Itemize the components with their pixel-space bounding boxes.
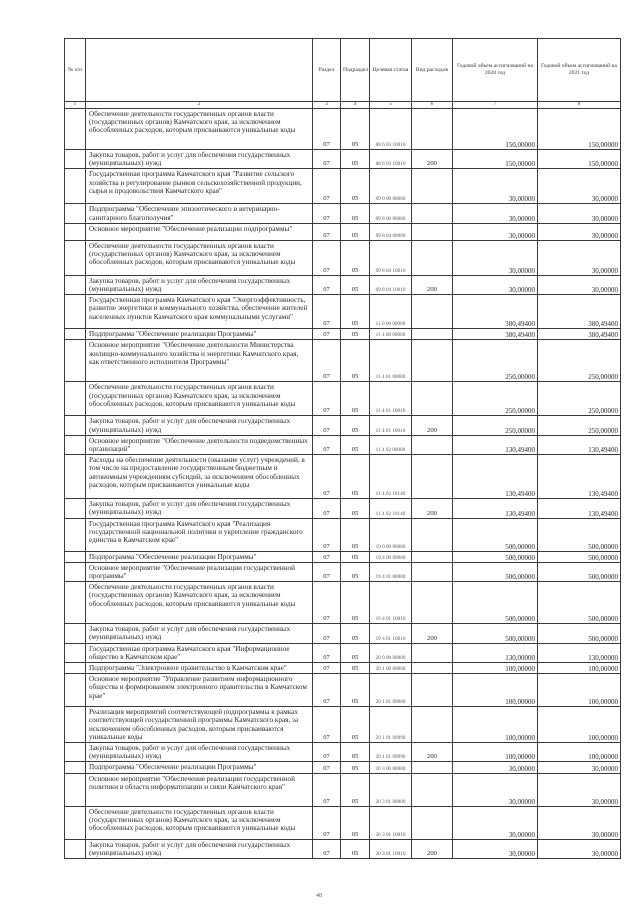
row-expense-type-cell — [412, 773, 453, 806]
row-name-cell: Государственная программа Камчатского края "Энергоэффективность, развитие энергетики и коммунального хозяйства, обеспечение жителей населенных пунктов Камчатского края коммунальными услугами" — [86, 295, 313, 329]
col-number: 8 — [538, 102, 621, 109]
row-podrazdel-cell: 05 — [341, 773, 370, 806]
row-name-cell: Закупка товаров, работ и услуг для обеспечения государственных (муниципальных) нужд — [86, 839, 313, 858]
table-row — [65, 643, 621, 662]
row-podrazdel-cell: 05 — [341, 329, 370, 340]
row-number-cell — [65, 499, 86, 518]
table-row — [65, 150, 621, 169]
row-amount-2020-cell: 30,00000 — [453, 806, 538, 839]
row-amount-2020-cell: 500,00000 — [453, 562, 538, 581]
row-number-cell — [65, 773, 86, 806]
row-name-cell: Закупка товаров, работ и услуг для обеспечения государственных (муниципальных) нужд — [86, 275, 313, 294]
row-target-article-cell: 20 3 01 10010 — [370, 839, 412, 858]
row-amount-2020-cell: 250,00000 — [453, 416, 538, 435]
row-number-cell — [65, 223, 86, 240]
row-amount-2021-cell: 380,49400 — [538, 329, 621, 340]
row-name-cell: Основное мероприятие "Обеспечение деятельности подведомственных организаций" — [86, 435, 313, 454]
row-target-article-cell: 11 4 01 10010 — [370, 382, 412, 416]
table-row — [65, 624, 621, 643]
row-razdel-cell: 07 — [313, 773, 341, 806]
row-amount-2021-cell: 500,00000 — [538, 582, 621, 624]
row-amount-2020-cell: 100,00000 — [453, 663, 538, 674]
row-name-cell: Закупка товаров, работ и услуг для обеспечения государственных (муниципальных) нужд — [86, 150, 313, 169]
row-razdel-cell: 07 — [313, 562, 341, 581]
row-amount-2020-cell: 380,49400 — [453, 295, 538, 329]
row-number-cell — [65, 674, 86, 707]
row-amount-2021-cell: 250,00000 — [538, 416, 621, 435]
row-expense-type-cell — [412, 109, 453, 150]
row-razdel-cell: 07 — [313, 416, 341, 435]
row-razdel-cell: 07 — [313, 340, 341, 382]
row-amount-2020-cell: 100,00000 — [453, 707, 538, 743]
header-num: № п/п — [65, 39, 86, 102]
row-amount-2020-cell: 30,00000 — [453, 240, 538, 275]
row-name-cell: Подпрограмма "Электронное правительство в Камчатском крае" — [86, 663, 313, 674]
row-podrazdel-cell: 05 — [341, 499, 370, 518]
row-target-article-cell: 11 4 00 00000 — [370, 329, 412, 340]
table-row — [65, 329, 621, 340]
row-expense-type-cell — [412, 340, 453, 382]
row-amount-2021-cell: 30,00000 — [538, 223, 621, 240]
row-name-cell: Государственная программа Камчатского края "Реализация государственной национальной политики и укрепление гражданского единства в Камчатском крае" — [86, 518, 313, 551]
row-number-cell — [65, 204, 86, 223]
row-name-cell: Подпрограмма "Обеспечение реализации Программы" — [86, 329, 313, 340]
row-target-article-cell: 09 8 04 00000 — [370, 223, 412, 240]
row-amount-2020-cell: 100,00000 — [453, 743, 538, 762]
row-amount-2020-cell: 500,00000 — [453, 624, 538, 643]
row-razdel-cell: 07 — [313, 275, 341, 294]
row-amount-2021-cell: 380,49400 — [538, 295, 621, 329]
row-podrazdel-cell: 05 — [341, 643, 370, 662]
row-podrazdel-cell: 05 — [341, 674, 370, 707]
row-expense-type-cell — [412, 169, 453, 204]
row-number-cell — [65, 707, 86, 743]
row-razdel-cell: 07 — [313, 806, 341, 839]
row-target-article-cell: 19 4 00 00000 — [370, 551, 412, 562]
budget-document — [64, 38, 620, 859]
row-amount-2021-cell: 130,49400 — [538, 455, 621, 499]
row-target-article-cell: 19 4 01 10010 — [370, 582, 412, 624]
row-podrazdel-cell: 05 — [341, 582, 370, 624]
table-header-row — [65, 39, 621, 102]
row-razdel-cell: 07 — [313, 204, 341, 223]
row-podrazdel-cell: 05 — [341, 382, 370, 416]
row-podrazdel-cell: 05 — [341, 240, 370, 275]
col-number: 1 — [65, 102, 86, 109]
row-target-article-cell: 20 0 00 00000 — [370, 643, 412, 662]
row-podrazdel-cell: 05 — [341, 275, 370, 294]
row-razdel-cell: 07 — [313, 743, 341, 762]
row-amount-2020-cell: 30,00000 — [453, 169, 538, 204]
row-podrazdel-cell: 05 — [341, 416, 370, 435]
row-amount-2021-cell: 500,00000 — [538, 518, 621, 551]
row-razdel-cell: 07 — [313, 435, 341, 454]
row-target-article-cell: 09 8 04 10010 — [370, 275, 412, 294]
row-razdel-cell: 07 — [313, 551, 341, 562]
row-podrazdel-cell: 05 — [341, 663, 370, 674]
table-row — [65, 707, 621, 743]
row-amount-2020-cell: 500,00000 — [453, 551, 538, 562]
row-name-cell: Государственная программа Камчатского края "Информационное общество в Камчатском крае" — [86, 643, 313, 662]
row-expense-type-cell — [412, 762, 453, 773]
row-number-cell — [65, 455, 86, 499]
table-row — [65, 551, 621, 562]
col-number: 4 — [341, 102, 370, 109]
table-row — [65, 169, 621, 204]
row-razdel-cell: 07 — [313, 762, 341, 773]
row-name-cell: Обеспечение деятельности государственных органов власти (государственных органов) Камчатского края, за исключением обособленных расходов, которым присваиваются уникальные коды — [86, 806, 313, 839]
row-expense-type-cell — [412, 562, 453, 581]
row-amount-2021-cell: 500,00000 — [538, 624, 621, 643]
row-amount-2020-cell: 130,49400 — [453, 499, 538, 518]
row-target-article-cell: 20 1 01 09990 — [370, 707, 412, 743]
row-razdel-cell: 07 — [313, 839, 341, 858]
table-row — [65, 743, 621, 762]
page-number: 48 — [316, 893, 322, 899]
row-expense-type-cell: 200 — [412, 743, 453, 762]
header-razdel: Раздел — [313, 39, 341, 102]
row-target-article-cell: 09 8 04 10010 — [370, 240, 412, 275]
row-amount-2021-cell: 30,00000 — [538, 806, 621, 839]
row-target-article-cell: 20 1 00 00000 — [370, 663, 412, 674]
row-expense-type-cell: 200 — [412, 275, 453, 294]
row-expense-type-cell: 200 — [412, 416, 453, 435]
budget-table — [64, 38, 621, 859]
row-podrazdel-cell: 05 — [341, 150, 370, 169]
table-row — [65, 109, 621, 150]
table-row — [65, 275, 621, 294]
row-podrazdel-cell: 05 — [341, 295, 370, 329]
column-number-row — [65, 102, 621, 109]
row-amount-2021-cell: 30,00000 — [538, 240, 621, 275]
row-razdel-cell: 07 — [313, 329, 341, 340]
row-name-cell: Основное мероприятие "Обеспечение реализации государственной программы" — [86, 562, 313, 581]
col-number: 3 — [313, 102, 341, 109]
row-amount-2021-cell: 30,00000 — [538, 773, 621, 806]
table-row — [65, 839, 621, 858]
row-amount-2021-cell: 130,00000 — [538, 643, 621, 662]
row-target-article-cell: 09 0 00 00000 — [370, 169, 412, 204]
row-razdel-cell: 07 — [313, 674, 341, 707]
row-amount-2021-cell: 30,00000 — [538, 839, 621, 858]
col-number: 6 — [412, 102, 453, 109]
row-number-cell — [65, 643, 86, 662]
row-number-cell — [65, 295, 86, 329]
row-target-article-cell: 09 8 00 00000 — [370, 204, 412, 223]
row-amount-2020-cell: 250,00000 — [453, 382, 538, 416]
row-target-article-cell: 20 3 00 00000 — [370, 762, 412, 773]
row-number-cell — [65, 582, 86, 624]
row-name-cell: Основное мероприятие "Обеспечение реализации подпрограммы" — [86, 223, 313, 240]
row-amount-2021-cell: 150,00000 — [538, 150, 621, 169]
row-expense-type-cell — [412, 663, 453, 674]
row-podrazdel-cell: 05 — [341, 551, 370, 562]
row-podrazdel-cell: 05 — [341, 743, 370, 762]
row-amount-2021-cell: 100,00000 — [538, 707, 621, 743]
row-expense-type-cell — [412, 551, 453, 562]
row-razdel-cell: 07 — [313, 624, 341, 643]
row-amount-2021-cell: 30,00000 — [538, 169, 621, 204]
row-podrazdel-cell: 05 — [341, 204, 370, 223]
header-podrazdel: Подраздел — [341, 39, 370, 102]
header-amount-2020: Годовой объем ассигнований на 2020 год — [453, 39, 538, 102]
row-razdel-cell: 07 — [313, 169, 341, 204]
row-razdel-cell: 07 — [313, 109, 341, 150]
table-row — [65, 582, 621, 624]
row-number-cell — [65, 340, 86, 382]
row-amount-2020-cell: 30,00000 — [453, 204, 538, 223]
row-razdel-cell: 07 — [313, 499, 341, 518]
row-number-cell — [65, 762, 86, 773]
row-number-cell — [65, 839, 86, 858]
row-name-cell: Обеспечение деятельности государственных органов власти (государственных органов) Камчатского края, за исключением обособленных расходов, которым присваиваются уникальные коды — [86, 582, 313, 624]
row-podrazdel-cell: 05 — [341, 169, 370, 204]
row-razdel-cell: 07 — [313, 663, 341, 674]
row-expense-type-cell: 200 — [412, 624, 453, 643]
row-name-cell: Основное мероприятие "Управление развитием информационного общества и формированием электронного правительства в Камчатском крае" — [86, 674, 313, 707]
table-row — [65, 435, 621, 454]
row-podrazdel-cell: 05 — [341, 762, 370, 773]
row-amount-2020-cell: 30,00000 — [453, 839, 538, 858]
row-amount-2020-cell: 130,49400 — [453, 455, 538, 499]
row-podrazdel-cell: 05 — [341, 455, 370, 499]
row-amount-2020-cell: 30,00000 — [453, 762, 538, 773]
row-expense-type-cell — [412, 223, 453, 240]
row-expense-type-cell — [412, 674, 453, 707]
row-podrazdel-cell: 05 — [341, 435, 370, 454]
row-amount-2021-cell: 100,00000 — [538, 674, 621, 707]
row-amount-2021-cell: 100,00000 — [538, 663, 621, 674]
row-expense-type-cell — [412, 329, 453, 340]
table-row — [65, 518, 621, 551]
row-razdel-cell: 07 — [313, 295, 341, 329]
row-expense-type-cell — [412, 295, 453, 329]
table-row — [65, 806, 621, 839]
row-number-cell — [65, 806, 86, 839]
row-expense-type-cell — [412, 806, 453, 839]
row-target-article-cell: 20 1 01 00000 — [370, 674, 412, 707]
row-podrazdel-cell: 05 — [341, 223, 370, 240]
row-expense-type-cell — [412, 582, 453, 624]
row-podrazdel-cell: 05 — [341, 109, 370, 150]
row-expense-type-cell — [412, 204, 453, 223]
row-target-article-cell: 20 1 01 09990 — [370, 743, 412, 762]
col-number: 2 — [86, 102, 313, 109]
row-razdel-cell: 07 — [313, 707, 341, 743]
row-expense-type-cell — [412, 643, 453, 662]
row-name-cell: Подпрограмма "Обеспечение эпизоотического и ветеринарно-санитарного благополучия" — [86, 204, 313, 223]
row-target-article-cell: 20 3 01 00000 — [370, 773, 412, 806]
row-name-cell: Подпрограмма "Обеспечение реализации Программы" — [86, 551, 313, 562]
row-amount-2021-cell: 130,49400 — [538, 435, 621, 454]
row-podrazdel-cell: 05 — [341, 806, 370, 839]
row-target-article-cell: 11 4 02 00000 — [370, 435, 412, 454]
row-amount-2021-cell: 150,00000 — [538, 109, 621, 150]
row-expense-type-cell — [412, 707, 453, 743]
row-number-cell — [65, 562, 86, 581]
row-amount-2021-cell: 30,00000 — [538, 762, 621, 773]
table-row — [65, 562, 621, 581]
row-expense-type-cell: 200 — [412, 839, 453, 858]
row-razdel-cell: 07 — [313, 223, 341, 240]
row-amount-2020-cell: 130,00000 — [453, 643, 538, 662]
row-name-cell: Обеспечение деятельности государственных органов власти (государственных органов) Камчатского края, за исключением обособленных расходов, которым присваиваются уникальные коды — [86, 382, 313, 416]
row-amount-2021-cell: 100,00000 — [538, 743, 621, 762]
row-name-cell: Закупка товаров, работ и услуг для обеспечения государственных (муниципальных) нужд — [86, 624, 313, 643]
row-number-cell — [65, 275, 86, 294]
col-number: 5 — [370, 102, 412, 109]
row-expense-type-cell — [412, 455, 453, 499]
row-number-cell — [65, 518, 86, 551]
row-number-cell — [65, 663, 86, 674]
row-expense-type-cell: 200 — [412, 150, 453, 169]
row-amount-2020-cell: 100,00000 — [453, 674, 538, 707]
row-amount-2021-cell: 500,00000 — [538, 562, 621, 581]
row-podrazdel-cell: 05 — [341, 839, 370, 858]
row-amount-2021-cell: 250,00000 — [538, 340, 621, 382]
table-row — [65, 340, 621, 382]
row-name-cell: Реализация мероприятий соответствующей подпрограммы в рамках соответствующей государственной программы Камчатского края, за исключением обособленных расходов, которым присваиваются уникальные коды — [86, 707, 313, 743]
row-name-cell: Основное мероприятие "Обеспечение деятельности Министерства жилищно-коммунального хозяйства и энергетики Камчатского края, как ответственного исполнителя Программы" — [86, 340, 313, 382]
row-amount-2020-cell: 150,00000 — [453, 109, 538, 150]
table-row — [65, 499, 621, 518]
row-name-cell: Государственная программа Камчатского края "Развитие сельского хозяйства и регулирование рынков сельскохозяйственной продукции, сырья и продовольствия Камчатского края" — [86, 169, 313, 204]
table-row — [65, 240, 621, 275]
col-number: 7 — [453, 102, 538, 109]
row-expense-type-cell — [412, 435, 453, 454]
row-target-article-cell: 11 0 00 00000 — [370, 295, 412, 329]
row-name-cell: Закупка товаров, работ и услуг для обеспечения государственных (муниципальных) нужд — [86, 416, 313, 435]
row-podrazdel-cell: 05 — [341, 562, 370, 581]
row-podrazdel-cell: 05 — [341, 707, 370, 743]
row-expense-type-cell — [412, 382, 453, 416]
row-number-cell — [65, 169, 86, 204]
row-name-cell: Закупка товаров, работ и услуг для обеспечения государственных (муниципальных) нужд — [86, 499, 313, 518]
row-razdel-cell: 07 — [313, 150, 341, 169]
row-amount-2021-cell: 30,00000 — [538, 204, 621, 223]
row-target-article-cell: 08 6 03 10010 — [370, 109, 412, 150]
table-row — [65, 382, 621, 416]
table-row — [65, 663, 621, 674]
row-razdel-cell: 07 — [313, 382, 341, 416]
table-row — [65, 295, 621, 329]
row-amount-2020-cell: 500,00000 — [453, 582, 538, 624]
row-target-article-cell: 11 4 02 10140 — [370, 455, 412, 499]
row-amount-2020-cell: 30,00000 — [453, 275, 538, 294]
table-row — [65, 773, 621, 806]
row-number-cell — [65, 624, 86, 643]
row-number-cell — [65, 109, 86, 150]
row-amount-2021-cell: 500,00000 — [538, 551, 621, 562]
row-target-article-cell: 19 0 00 00000 — [370, 518, 412, 551]
row-number-cell — [65, 150, 86, 169]
row-podrazdel-cell: 05 — [341, 624, 370, 643]
row-target-article-cell: 11 4 01 00000 — [370, 340, 412, 382]
table-row — [65, 455, 621, 499]
row-razdel-cell: 07 — [313, 455, 341, 499]
row-amount-2021-cell: 130,49400 — [538, 499, 621, 518]
row-name-cell: Расходы на обеспечение деятельности (оказание услуг) учреждений, в том числе на предоставление государственным бюджетным и автономным учреждениям субсидий, за исключением обособленных расходов, которым присваиваются уникальные коды — [86, 455, 313, 499]
row-razdel-cell: 07 — [313, 240, 341, 275]
row-number-cell — [65, 240, 86, 275]
row-razdel-cell: 07 — [313, 518, 341, 551]
table-row — [65, 674, 621, 707]
row-expense-type-cell — [412, 518, 453, 551]
header-name — [86, 39, 313, 102]
row-number-cell — [65, 551, 86, 562]
row-number-cell — [65, 743, 86, 762]
row-amount-2020-cell: 380,49400 — [453, 329, 538, 340]
row-name-cell: Обеспечение деятельности государственных органов власти (государственных органов) Камчатского края, за исключением обособленных расходов, которым присваиваются уникальные коды — [86, 109, 313, 150]
row-target-article-cell: 11 4 01 10010 — [370, 416, 412, 435]
row-amount-2021-cell: 250,00000 — [538, 382, 621, 416]
row-amount-2020-cell: 30,00000 — [453, 773, 538, 806]
row-podrazdel-cell: 05 — [341, 518, 370, 551]
row-target-article-cell: 20 3 01 10010 — [370, 806, 412, 839]
row-razdel-cell: 07 — [313, 582, 341, 624]
row-expense-type-cell — [412, 240, 453, 275]
table-row — [65, 416, 621, 435]
table-row — [65, 204, 621, 223]
row-target-article-cell: 08 6 03 10010 — [370, 150, 412, 169]
row-podrazdel-cell: 05 — [341, 340, 370, 382]
row-amount-2021-cell: 30,00000 — [538, 275, 621, 294]
row-target-article-cell: 19 4 01 10010 — [370, 624, 412, 643]
row-name-cell: Обеспечение деятельности государственных органов власти (государственных органов) Камчатского края, за исключением обособленных расходов, которым присваиваются уникальные коды — [86, 240, 313, 275]
header-amount-2021: Годовой объем ассигнований на 2021 год — [538, 39, 621, 102]
table-row — [65, 762, 621, 773]
row-amount-2020-cell: 500,00000 — [453, 518, 538, 551]
row-expense-type-cell: 200 — [412, 499, 453, 518]
row-target-article-cell: 11 4 02 10140 — [370, 499, 412, 518]
row-target-article-cell: 19 4 01 00000 — [370, 562, 412, 581]
row-name-cell: Основное мероприятие "Обеспечение реализации государственной политики в области информатизации и связи Камчатского края" — [86, 773, 313, 806]
row-name-cell: Закупка товаров, работ и услуг для обеспечения государственных (муниципальных) нужд — [86, 743, 313, 762]
row-amount-2020-cell: 250,00000 — [453, 340, 538, 382]
row-amount-2020-cell: 130,49400 — [453, 435, 538, 454]
row-number-cell — [65, 329, 86, 340]
row-name-cell: Подпрограмма "Обеспечение реализации Программы" — [86, 762, 313, 773]
header-expense-type: Вид расходов — [412, 39, 453, 102]
row-number-cell — [65, 416, 86, 435]
row-amount-2020-cell: 150,00000 — [453, 150, 538, 169]
header-target-article: Целевая статья — [370, 39, 412, 102]
row-number-cell — [65, 435, 86, 454]
table-row — [65, 223, 621, 240]
row-number-cell — [65, 382, 86, 416]
row-amount-2020-cell: 30,00000 — [453, 223, 538, 240]
row-razdel-cell: 07 — [313, 643, 341, 662]
